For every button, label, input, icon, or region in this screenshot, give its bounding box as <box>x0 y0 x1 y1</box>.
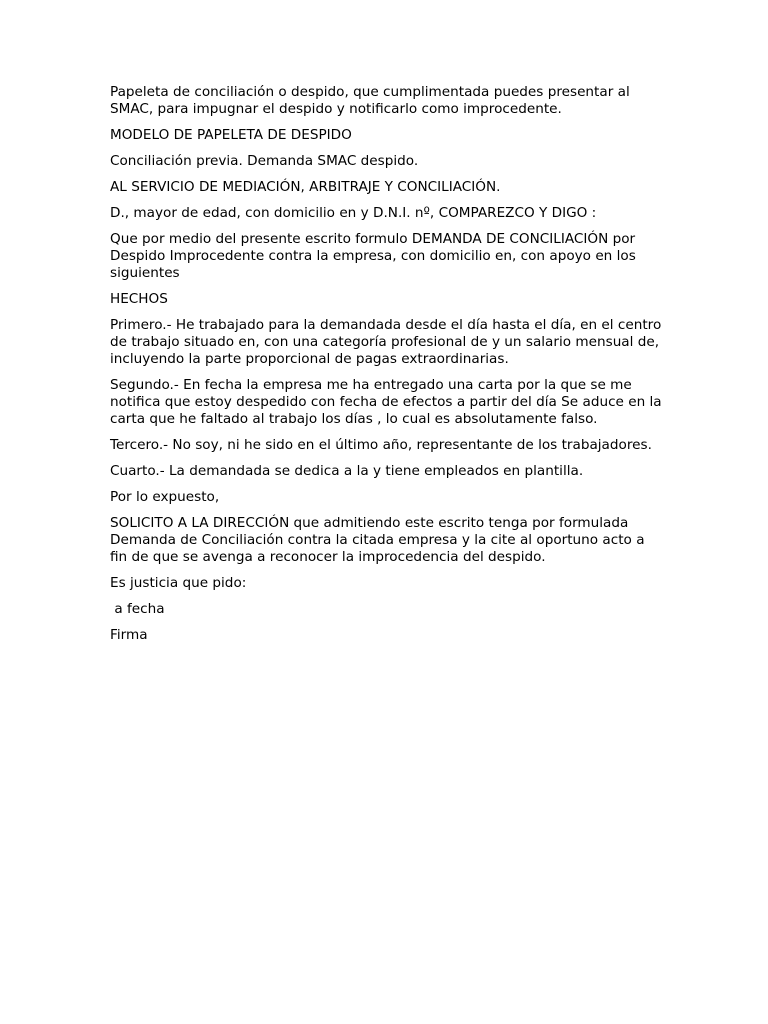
closing-paragraph: Es justicia que pido: <box>110 575 247 591</box>
claim-paragraph: Que por medio del presente escrito formulo DEMANDA DE CONCILIACIÓN por Despido Improcedente contra la empresa, con domicilio en, con apoyo en los siguientes <box>110 231 641 281</box>
intro-paragraph: Papeleta de conciliación o despido, que cumplimentada puedes presentar al SMAC, para impugnar el despido y notificarlo como improcedente. <box>110 84 635 117</box>
fact-fourth-paragraph: Cuarto.- La demandada se dedica a la y tiene empleados en plantilla. <box>110 463 584 479</box>
signature-line: Firma <box>110 627 148 643</box>
addressee-paragraph: AL SERVICIO DE MEDIACIÓN, ARBITRAJE Y CONCILIACIÓN. <box>110 179 501 195</box>
request-paragraph: SOLICITO A LA DIRECCIÓN que admitiendo este escrito tenga por formulada Demanda de Conciliación contra la citada empresa y la cite al oportuno acto a fin de que se avenga a reconocer la improcedencia del despido. <box>110 515 649 565</box>
document-body <box>110 84 666 653</box>
facts-heading: HECHOS <box>110 291 168 307</box>
date-line: a fecha <box>110 601 165 617</box>
fact-first-paragraph: Primero.- He trabajado para la demandada desde el día hasta el día, en el centro de trabajo situado en, con una categoría profesional de y un salario mensual de, incluyendo la parte proporcional de pagas extraordinarias. <box>110 317 666 367</box>
model-title: MODELO DE PAPELETA DE DESPIDO <box>110 127 352 143</box>
appearance-paragraph: D., mayor de edad, con domicilio en y D.N.I. nº, COMPAREZCO Y DIGO : <box>110 205 597 221</box>
subtitle-paragraph: Conciliación previa. Demanda SMAC despido. <box>110 153 419 169</box>
conclusion-paragraph: Por lo expuesto, <box>110 489 220 505</box>
fact-third-paragraph: Tercero.- No soy, ni he sido en el último año, representante de los trabajadores. <box>110 437 652 453</box>
fact-second-paragraph: Segundo.- En fecha la empresa me ha entregado una carta por la que se me notifica que estoy despedido con fecha de efectos a partir del día Se aduce en la carta que he faltado al trabajo los días , lo cual es absolutamente falso. <box>110 377 666 427</box>
